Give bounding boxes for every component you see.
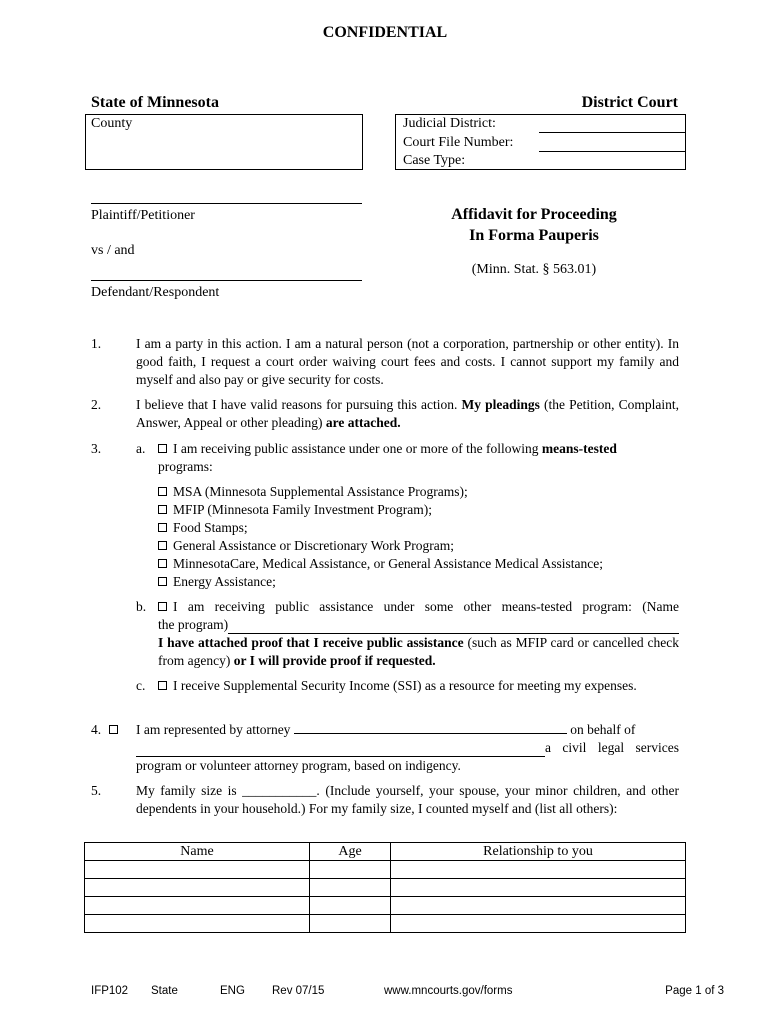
- program-item: [158, 555, 603, 573]
- form-title-line1: Affidavit for Proceeding: [451, 206, 617, 223]
- program-item: [158, 483, 603, 501]
- item-3b-letter: b.: [136, 599, 147, 614]
- item-3c-text-body: I receive Supplemental Security Income (SSI) as a resource for meeting my expenses.: [173, 678, 637, 693]
- program-checkbox[interactable]: [158, 541, 167, 550]
- court-info-box: [395, 114, 686, 170]
- item-4-text-part2: on behalf of: [566, 722, 636, 737]
- program-item: [158, 501, 603, 519]
- item-3c-letter: c.: [136, 678, 146, 693]
- table-header-row: [85, 843, 686, 861]
- statute-reference: (Minn. Stat. § 563.01): [471, 262, 597, 277]
- item-5-text: My family size is ___________. (Include yourself, your spouse, your minor children, and other dependents in your household.) For my family size, I counted myself and (list all others):: [136, 783, 679, 816]
- file-number-field[interactable]: [539, 151, 685, 152]
- item-1-text: I am a party in this action. I am a natural person (not a corporation, partnership or other entity). In good faith, I request a court order waiving court fees and costs. I cannot support my family and myself and also pay or give security for costs.: [136, 336, 679, 387]
- program-item: [158, 573, 603, 591]
- table-header-name: Name: [85, 843, 310, 861]
- name-cell[interactable]: [85, 861, 310, 879]
- item-2-pleadings: My pleadings: [461, 397, 540, 412]
- item-3b-text: [158, 598, 679, 670]
- age-cell[interactable]: [310, 879, 391, 897]
- item-3a-text-part1: I am receiving public assistance under one or more of the following: [173, 441, 542, 456]
- item-3-number: 3.: [91, 441, 102, 456]
- item-1-number: 1.: [91, 336, 102, 351]
- program-label: MinnesotaCare, Medical Assistance, or General Assistance Medical Assistance;: [173, 556, 604, 571]
- attorney-name-field[interactable]: [294, 721, 567, 734]
- item-3a-text: [158, 440, 679, 476]
- item-4-text-part3: a civil legal services: [545, 740, 679, 755]
- legal-services-field[interactable]: [136, 742, 545, 757]
- footer-state: State: [151, 985, 178, 997]
- item-3b-proof-request: or I will provide proof if requested.: [233, 653, 436, 668]
- court-heading: District Court: [581, 94, 678, 111]
- item-4-text-part1: I am represented by attorney: [136, 722, 294, 737]
- vs-label: vs / and: [91, 243, 135, 258]
- family-table: [84, 842, 686, 933]
- item-4-number: [91, 721, 124, 739]
- form-title-line2: In Forma Pauperis: [469, 227, 599, 244]
- footer-language: ENG: [220, 985, 245, 997]
- item-3a-means-tested: means-tested: [541, 441, 617, 456]
- table-header-age: Age: [310, 843, 391, 861]
- item-3c-checkbox[interactable]: [158, 681, 167, 690]
- item-2-text: [136, 396, 679, 432]
- name-cell[interactable]: [85, 879, 310, 897]
- name-cell[interactable]: [85, 915, 310, 933]
- table-header-relationship: Relationship to you: [391, 843, 686, 861]
- file-number-label: Court File Number:: [403, 135, 514, 150]
- judicial-district-field[interactable]: [539, 132, 685, 133]
- program-list: [158, 483, 603, 591]
- table-row: [85, 897, 686, 915]
- plaintiff-line[interactable]: [91, 203, 362, 204]
- item-3b-program-label: the program): [158, 617, 229, 632]
- table-row: [85, 879, 686, 897]
- program-label: MFIP (Minnesota Family Investment Program);: [173, 502, 432, 517]
- case-type-label: Case Type:: [403, 153, 466, 168]
- item-3a-letter: a.: [136, 441, 146, 456]
- program-item: [158, 519, 603, 537]
- program-checkbox[interactable]: [158, 577, 167, 586]
- item-2-number: 2.: [91, 397, 102, 412]
- judicial-district-label: Judicial District:: [403, 116, 496, 131]
- confidential-heading: CONFIDENTIAL: [322, 24, 448, 41]
- name-cell[interactable]: [85, 897, 310, 915]
- item-2-part1: I believe that I have valid reasons for pursuing this action.: [136, 397, 462, 412]
- relationship-cell[interactable]: [391, 897, 686, 915]
- item-4-number-label: 4.: [91, 722, 102, 737]
- program-label: General Assistance or Discretionary Work Program;: [173, 538, 454, 553]
- footer-url[interactable]: www.mncourts.gov/forms: [384, 985, 513, 997]
- form-title: [400, 204, 668, 246]
- state-heading: State of Minnesota: [91, 94, 219, 111]
- item-4-text-part4: program or volunteer attorney program, based on indigency.: [136, 758, 461, 773]
- program-checkbox[interactable]: [158, 505, 167, 514]
- county-label: County: [91, 116, 133, 131]
- item-4-checkbox[interactable]: [109, 725, 118, 734]
- program-checkbox[interactable]: [158, 523, 167, 532]
- item-3b-proof-statement: I have attached proof that I receive public assistance: [158, 635, 464, 650]
- relationship-cell[interactable]: [391, 861, 686, 879]
- program-label: Energy Assistance;: [173, 574, 276, 589]
- table-row: [85, 915, 686, 933]
- item-3a-text-part3: programs:: [158, 459, 213, 474]
- age-cell[interactable]: [310, 897, 391, 915]
- item-2-part3: (the Petition, Complaint, Answer, Appeal or other pleading): [136, 397, 680, 430]
- county-box[interactable]: [85, 114, 363, 170]
- table-row: [85, 861, 686, 879]
- item-3b-program-field[interactable]: [228, 619, 679, 634]
- defendant-label: Defendant/Respondent: [91, 285, 220, 300]
- relationship-cell[interactable]: [391, 879, 686, 897]
- item-3b-checkbox[interactable]: [158, 602, 167, 611]
- item-3a-checkbox[interactable]: [158, 444, 167, 453]
- program-checkbox[interactable]: [158, 559, 167, 568]
- program-label: Food Stamps;: [173, 520, 248, 535]
- program-checkbox[interactable]: [158, 487, 167, 496]
- footer-form-number: IFP102: [91, 985, 129, 997]
- footer-revision: Rev 07/15: [272, 985, 325, 997]
- relationship-cell[interactable]: [391, 915, 686, 933]
- item-5-number: 5.: [91, 783, 102, 798]
- age-cell[interactable]: [310, 861, 391, 879]
- footer-page-number: Page 1 of 3: [665, 985, 724, 997]
- age-cell[interactable]: [310, 915, 391, 933]
- defendant-line[interactable]: [91, 280, 362, 281]
- item-4-text: [136, 721, 679, 775]
- program-label: MSA (Minnesota Supplemental Assistance Programs);: [173, 484, 468, 499]
- item-3c-text: [158, 677, 679, 695]
- item-3b-text-part1: I am receiving public assistance under some other means-tested program: (Name: [173, 599, 679, 614]
- item-3b-proof-example: (such as MFIP card or cancelled check from agency): [158, 635, 680, 668]
- item-2-attached: are attached.: [325, 415, 401, 430]
- program-item: [158, 537, 603, 555]
- plaintiff-label: Plaintiff/Petitioner: [91, 208, 195, 223]
